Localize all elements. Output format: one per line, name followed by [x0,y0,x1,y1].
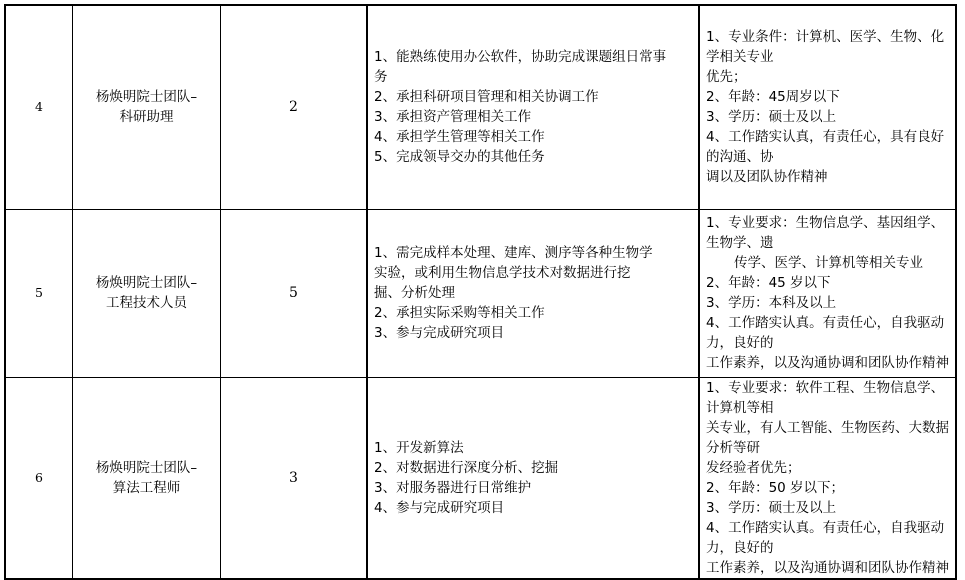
requirement-line: 2、年龄：45周岁以下 [706,89,840,106]
requirement-line: 1、专业要求：生物信息学、基因组学、生物学、遗 [706,215,945,251]
requirement-line: 4、工作踏实认真，有责任心，具有良好的沟通、协 [706,129,945,166]
position-name [73,377,221,579]
duty-line: 掘、分析处理 [374,285,455,301]
duty-line: 1、需完成样本处理、建库、测序等各种生物学 [374,245,653,261]
requirement-line: 工作素养，以及沟通协调和团队协作精神 [706,355,949,371]
duty-line: 1、能熟练使用办公软件，协助完成课题组日常事 [374,49,667,66]
duty-line: 2、对数据进行深度分析、挖掘 [374,459,559,476]
duty-line: 2、承担实际采购等相关工作 [374,305,545,321]
position-line: 科研助理 [119,109,174,126]
requirement-line: 关专业，有人工智能、生物医药、大数据分析等研 [706,419,949,456]
duty-line: 4、参与完成研究项目 [374,499,505,516]
row-number: 6 [5,377,73,579]
position-name [73,209,221,377]
headcount: 3 [221,377,368,579]
position-line: 杨焕明院士团队– [95,275,198,291]
requirement-line: 1、专业条件：计算机、医学、生物、化学相关专业 [706,29,945,66]
requirements-cell [699,5,956,209]
duties-cell [367,377,699,579]
table-row [5,209,956,377]
requirement-line: 调以及团队协作精神 [706,169,828,186]
requirement-line: 工作素养，以及沟通协调和团队协作精神 [706,559,949,576]
row-number: 5 [5,209,73,377]
requirements-cell [699,209,956,377]
table-row [5,5,956,209]
duty-line: 3、承担资产管理相关工作 [374,109,532,126]
duties-cell [367,209,699,377]
requirement-line: 3、学历：硕士及以上 [706,499,837,516]
requirements-cell [699,377,956,579]
duty-line: 5、完成领导交办的其他任务 [374,149,545,166]
position-line: 工程技术人员 [106,295,187,311]
position-line: 杨焕明院士团队– [95,89,198,106]
row-number: 4 [5,5,73,209]
position-name [73,5,221,209]
requirement-line: 4、工作踏实认真。有责任心，自我驱动力，良好的 [706,315,945,351]
requirement-line: 发经验者优先； [706,459,801,476]
requirement-line: 3、学历：硕士及以上 [706,109,837,126]
requirement-line: 传学、医学、计算机等相关专业 [734,255,923,271]
requirement-line: 优先； [706,69,747,86]
duty-line: 1、开发新算法 [374,439,464,456]
duty-line: 实验，或利用生物信息学技术对数据进行挖 [374,265,631,281]
duty-line: 3、对服务器进行日常维护 [374,479,532,496]
table-row [5,377,956,579]
duties-cell [367,5,699,209]
requirement-line: 2、年龄：45 岁以下 [706,275,831,291]
headcount: 5 [221,209,368,377]
duty-line: 3、参与完成研究项目 [374,325,505,341]
headcount: 2 [221,5,368,209]
requirement-line: 2、年龄：50 岁以下； [706,479,845,496]
position-line: 算法工程师 [112,479,181,496]
position-line: 杨焕明院士团队– [95,459,198,476]
requirement-line: 1、专业要求：软件工程、生物信息学、计算机等相 [706,379,945,416]
requirement-line: 3、学历：本科及以上 [706,295,837,311]
duty-line: 4、承担学生管理等相关工作 [374,129,545,146]
job-table [4,4,957,580]
duty-line: 务 [374,69,388,86]
requirement-line: 4、工作踏实认真。有责任心，自我驱动力，良好的 [706,519,945,556]
duty-line: 2、承担科研项目管理和相关协调工作 [374,89,599,106]
